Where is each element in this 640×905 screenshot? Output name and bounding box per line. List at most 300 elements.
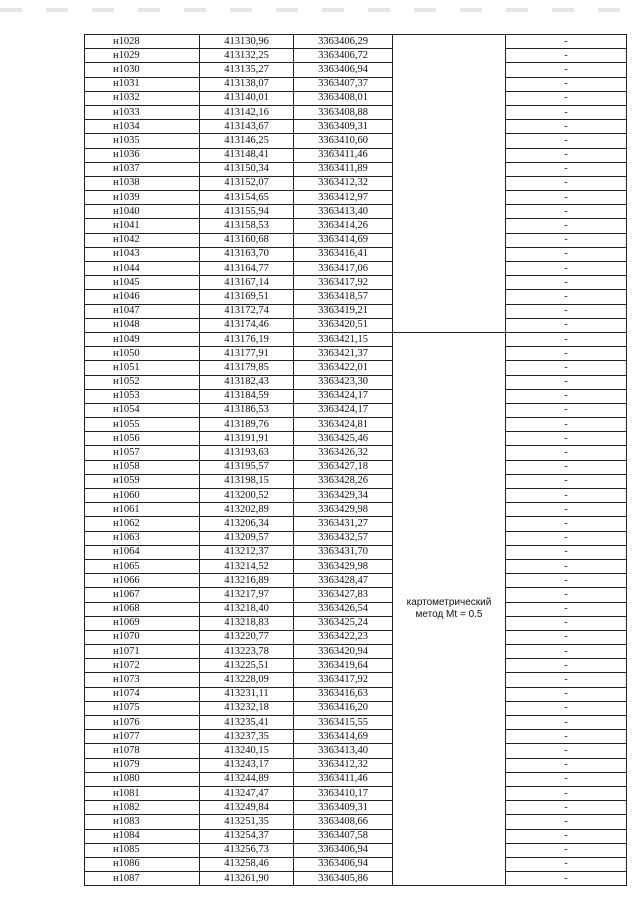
y-coordinate-cell: 3363427,18 xyxy=(294,460,393,474)
x-coordinate-cell: 413140,01 xyxy=(200,91,294,105)
x-coordinate-cell: 413148,41 xyxy=(200,148,294,162)
table-row xyxy=(85,162,627,176)
x-coordinate-cell: 413191,91 xyxy=(200,432,294,446)
point-name-cell: н1036 xyxy=(85,148,200,162)
y-coordinate-cell: 3363411,46 xyxy=(294,148,393,162)
mark-cell: - xyxy=(506,134,627,148)
point-name-cell: н1031 xyxy=(85,77,200,91)
y-coordinate-cell: 3363411,46 xyxy=(294,772,393,786)
table-row xyxy=(85,460,627,474)
table-row xyxy=(85,432,627,446)
point-name-cell: н1047 xyxy=(85,304,200,318)
y-coordinate-cell: 3363419,64 xyxy=(294,659,393,673)
point-name-cell: н1060 xyxy=(85,489,200,503)
x-coordinate-cell: 413184,59 xyxy=(200,389,294,403)
point-name-cell: н1070 xyxy=(85,630,200,644)
point-name-cell: н1029 xyxy=(85,49,200,63)
x-coordinate-cell: 413218,40 xyxy=(200,602,294,616)
mark-cell: - xyxy=(506,389,627,403)
table-row xyxy=(85,233,627,247)
mark-cell: - xyxy=(506,162,627,176)
x-coordinate-cell: 413223,78 xyxy=(200,645,294,659)
mark-cell: - xyxy=(506,35,627,49)
y-coordinate-cell: 3363417,92 xyxy=(294,673,393,687)
mark-cell: - xyxy=(506,63,627,77)
table-row xyxy=(85,843,627,857)
point-name-cell: н1049 xyxy=(85,332,200,346)
y-coordinate-cell: 3363431,70 xyxy=(294,545,393,559)
coordinates-table xyxy=(84,34,627,886)
coordinates-document xyxy=(84,34,608,886)
x-coordinate-cell: 413158,53 xyxy=(200,219,294,233)
x-coordinate-cell: 413216,89 xyxy=(200,574,294,588)
point-name-cell: н1058 xyxy=(85,460,200,474)
y-coordinate-cell: 3363409,31 xyxy=(294,801,393,815)
table-row xyxy=(85,531,627,545)
table-row xyxy=(85,602,627,616)
table-row xyxy=(85,389,627,403)
y-coordinate-cell: 3363420,94 xyxy=(294,645,393,659)
mark-cell: - xyxy=(506,503,627,517)
mark-cell: - xyxy=(506,801,627,815)
mark-cell: - xyxy=(506,347,627,361)
x-coordinate-cell: 413256,73 xyxy=(200,843,294,857)
mark-cell: - xyxy=(506,318,627,332)
method-cell xyxy=(393,332,506,885)
x-coordinate-cell: 413146,25 xyxy=(200,134,294,148)
x-coordinate-cell: 413258,46 xyxy=(200,857,294,871)
table-row xyxy=(85,191,627,205)
y-coordinate-cell: 3363420,51 xyxy=(294,318,393,332)
y-coordinate-cell: 3363412,32 xyxy=(294,758,393,772)
point-name-cell: н1080 xyxy=(85,772,200,786)
mark-cell: - xyxy=(506,545,627,559)
mark-cell: - xyxy=(506,460,627,474)
x-coordinate-cell: 413206,34 xyxy=(200,517,294,531)
mark-cell: - xyxy=(506,772,627,786)
x-coordinate-cell: 413231,11 xyxy=(200,687,294,701)
mark-cell: - xyxy=(506,247,627,261)
point-name-cell: н1087 xyxy=(85,872,200,886)
point-name-cell: н1061 xyxy=(85,503,200,517)
mark-cell: - xyxy=(506,588,627,602)
point-name-cell: н1038 xyxy=(85,176,200,190)
mark-cell: - xyxy=(506,432,627,446)
point-name-cell: н1054 xyxy=(85,403,200,417)
x-coordinate-cell: 413150,34 xyxy=(200,162,294,176)
point-name-cell: н1043 xyxy=(85,247,200,261)
mark-cell: - xyxy=(506,91,627,105)
x-coordinate-cell: 413163,70 xyxy=(200,247,294,261)
x-coordinate-cell: 413132,25 xyxy=(200,49,294,63)
mark-cell: - xyxy=(506,290,627,304)
point-name-cell: н1071 xyxy=(85,645,200,659)
x-coordinate-cell: 413152,07 xyxy=(200,176,294,190)
y-coordinate-cell: 3363425,46 xyxy=(294,432,393,446)
mark-cell: - xyxy=(506,616,627,630)
x-coordinate-cell: 413193,63 xyxy=(200,446,294,460)
point-name-cell: н1059 xyxy=(85,474,200,488)
mark-cell: - xyxy=(506,418,627,432)
point-name-cell: н1082 xyxy=(85,801,200,815)
y-coordinate-cell: 3363406,94 xyxy=(294,843,393,857)
x-coordinate-cell: 413176,19 xyxy=(200,332,294,346)
point-name-cell: н1067 xyxy=(85,588,200,602)
x-coordinate-cell: 413198,15 xyxy=(200,474,294,488)
table-row xyxy=(85,205,627,219)
y-coordinate-cell: 3363429,34 xyxy=(294,489,393,503)
table-row xyxy=(85,659,627,673)
x-coordinate-cell: 413179,85 xyxy=(200,361,294,375)
y-coordinate-cell: 3363406,94 xyxy=(294,857,393,871)
mark-cell: - xyxy=(506,361,627,375)
point-name-cell: н1056 xyxy=(85,432,200,446)
y-coordinate-cell: 3363416,63 xyxy=(294,687,393,701)
y-coordinate-cell: 3363432,57 xyxy=(294,531,393,545)
table-row xyxy=(85,49,627,63)
point-name-cell: н1062 xyxy=(85,517,200,531)
x-coordinate-cell: 413261,90 xyxy=(200,872,294,886)
table-row xyxy=(85,347,627,361)
table-row xyxy=(85,730,627,744)
x-coordinate-cell: 413228,09 xyxy=(200,673,294,687)
mark-cell: - xyxy=(506,176,627,190)
table-row xyxy=(85,134,627,148)
mark-cell: - xyxy=(506,645,627,659)
table-row xyxy=(85,290,627,304)
mark-cell: - xyxy=(506,758,627,772)
mark-cell: - xyxy=(506,843,627,857)
mark-cell: - xyxy=(506,730,627,744)
mark-cell: - xyxy=(506,49,627,63)
point-name-cell: н1063 xyxy=(85,531,200,545)
table-row xyxy=(85,332,627,346)
y-coordinate-cell: 3363406,72 xyxy=(294,49,393,63)
x-coordinate-cell: 413172,74 xyxy=(200,304,294,318)
y-coordinate-cell: 3363407,37 xyxy=(294,77,393,91)
point-name-cell: н1050 xyxy=(85,347,200,361)
point-name-cell: н1042 xyxy=(85,233,200,247)
point-name-cell: н1077 xyxy=(85,730,200,744)
table-row xyxy=(85,616,627,630)
y-coordinate-cell: 3363431,27 xyxy=(294,517,393,531)
mark-cell: - xyxy=(506,77,627,91)
y-coordinate-cell: 3363408,66 xyxy=(294,815,393,829)
point-name-cell: н1064 xyxy=(85,545,200,559)
y-coordinate-cell: 3363424,17 xyxy=(294,389,393,403)
x-coordinate-cell: 413202,89 xyxy=(200,503,294,517)
x-coordinate-cell: 413174,46 xyxy=(200,318,294,332)
x-coordinate-cell: 413182,43 xyxy=(200,375,294,389)
x-coordinate-cell: 413142,16 xyxy=(200,105,294,119)
y-coordinate-cell: 3363429,98 xyxy=(294,559,393,573)
table-row xyxy=(85,503,627,517)
y-coordinate-cell: 3363425,24 xyxy=(294,616,393,630)
point-name-cell: н1076 xyxy=(85,716,200,730)
method-line-1: картометрический xyxy=(406,597,492,609)
y-coordinate-cell: 3363413,40 xyxy=(294,744,393,758)
y-coordinate-cell: 3363428,47 xyxy=(294,574,393,588)
y-coordinate-cell: 3363416,41 xyxy=(294,247,393,261)
y-coordinate-cell: 3363422,23 xyxy=(294,630,393,644)
x-coordinate-cell: 413235,41 xyxy=(200,716,294,730)
x-coordinate-cell: 413200,52 xyxy=(200,489,294,503)
scan-artifact xyxy=(0,8,640,12)
point-name-cell: н1028 xyxy=(85,35,200,49)
table-row xyxy=(85,872,627,886)
point-name-cell: н1072 xyxy=(85,659,200,673)
y-coordinate-cell: 3363424,17 xyxy=(294,403,393,417)
table-row xyxy=(85,91,627,105)
table-row xyxy=(85,772,627,786)
x-coordinate-cell: 413212,37 xyxy=(200,545,294,559)
x-coordinate-cell: 413232,18 xyxy=(200,701,294,715)
x-coordinate-cell: 413237,35 xyxy=(200,730,294,744)
table-row xyxy=(85,474,627,488)
y-coordinate-cell: 3363416,20 xyxy=(294,701,393,715)
y-coordinate-cell: 3363424,81 xyxy=(294,418,393,432)
x-coordinate-cell: 413240,15 xyxy=(200,744,294,758)
x-coordinate-cell: 413189,76 xyxy=(200,418,294,432)
point-name-cell: н1048 xyxy=(85,318,200,332)
table-row xyxy=(85,262,627,276)
mark-cell: - xyxy=(506,673,627,687)
mark-cell: - xyxy=(506,276,627,290)
mark-cell: - xyxy=(506,701,627,715)
mark-cell: - xyxy=(506,857,627,871)
x-coordinate-cell: 413155,94 xyxy=(200,205,294,219)
table-row xyxy=(85,574,627,588)
table-row xyxy=(85,517,627,531)
mark-cell: - xyxy=(506,517,627,531)
y-coordinate-cell: 3363406,29 xyxy=(294,35,393,49)
y-coordinate-cell: 3363419,21 xyxy=(294,304,393,318)
x-coordinate-cell: 413167,14 xyxy=(200,276,294,290)
table-row xyxy=(85,588,627,602)
point-name-cell: н1081 xyxy=(85,786,200,800)
table-row xyxy=(85,35,627,49)
point-name-cell: н1030 xyxy=(85,63,200,77)
y-coordinate-cell: 3363412,32 xyxy=(294,176,393,190)
table-row xyxy=(85,687,627,701)
x-coordinate-cell: 413225,51 xyxy=(200,659,294,673)
table-row xyxy=(85,673,627,687)
y-coordinate-cell: 3363422,01 xyxy=(294,361,393,375)
y-coordinate-cell: 3363414,69 xyxy=(294,730,393,744)
table-row xyxy=(85,219,627,233)
x-coordinate-cell: 413249,84 xyxy=(200,801,294,815)
x-coordinate-cell: 413251,35 xyxy=(200,815,294,829)
table-row xyxy=(85,77,627,91)
mark-cell: - xyxy=(506,574,627,588)
y-coordinate-cell: 3363408,01 xyxy=(294,91,393,105)
mark-cell: - xyxy=(506,829,627,843)
y-coordinate-cell: 3363411,89 xyxy=(294,162,393,176)
mark-cell: - xyxy=(506,559,627,573)
mark-cell: - xyxy=(506,744,627,758)
point-name-cell: н1045 xyxy=(85,276,200,290)
x-coordinate-cell: 413244,89 xyxy=(200,772,294,786)
point-name-cell: н1033 xyxy=(85,105,200,119)
table-row xyxy=(85,630,627,644)
point-name-cell: н1032 xyxy=(85,91,200,105)
table-row xyxy=(85,645,627,659)
mark-cell: - xyxy=(506,262,627,276)
x-coordinate-cell: 413177,91 xyxy=(200,347,294,361)
x-coordinate-cell: 413186,53 xyxy=(200,403,294,417)
point-name-cell: н1074 xyxy=(85,687,200,701)
mark-cell: - xyxy=(506,148,627,162)
point-name-cell: н1051 xyxy=(85,361,200,375)
mark-cell: - xyxy=(506,602,627,616)
x-coordinate-cell: 413169,51 xyxy=(200,290,294,304)
table-row xyxy=(85,559,627,573)
mark-cell: - xyxy=(506,687,627,701)
y-coordinate-cell: 3363413,40 xyxy=(294,205,393,219)
x-coordinate-cell: 413218,83 xyxy=(200,616,294,630)
mark-cell: - xyxy=(506,474,627,488)
point-name-cell: н1084 xyxy=(85,829,200,843)
x-coordinate-cell: 413160,68 xyxy=(200,233,294,247)
table-row xyxy=(85,801,627,815)
table-row xyxy=(85,418,627,432)
table-row xyxy=(85,716,627,730)
y-coordinate-cell: 3363410,60 xyxy=(294,134,393,148)
table-row xyxy=(85,403,627,417)
y-coordinate-cell: 3363426,54 xyxy=(294,602,393,616)
table-row xyxy=(85,276,627,290)
table-row xyxy=(85,361,627,375)
mark-cell: - xyxy=(506,219,627,233)
y-coordinate-cell: 3363409,31 xyxy=(294,120,393,134)
point-name-cell: н1039 xyxy=(85,191,200,205)
mark-cell: - xyxy=(506,630,627,644)
y-coordinate-cell: 3363414,69 xyxy=(294,233,393,247)
mark-cell: - xyxy=(506,716,627,730)
mark-cell: - xyxy=(506,872,627,886)
x-coordinate-cell: 413247,47 xyxy=(200,786,294,800)
y-coordinate-cell: 3363417,92 xyxy=(294,276,393,290)
y-coordinate-cell: 3363415,55 xyxy=(294,716,393,730)
mark-cell: - xyxy=(506,205,627,219)
table-row xyxy=(85,375,627,389)
point-name-cell: н1034 xyxy=(85,120,200,134)
x-coordinate-cell: 413217,97 xyxy=(200,588,294,602)
x-coordinate-cell: 413130,96 xyxy=(200,35,294,49)
table-row xyxy=(85,857,627,871)
x-coordinate-cell: 413243,17 xyxy=(200,758,294,772)
mark-cell: - xyxy=(506,120,627,134)
y-coordinate-cell: 3363405,86 xyxy=(294,872,393,886)
y-coordinate-cell: 3363429,98 xyxy=(294,503,393,517)
point-name-cell: н1078 xyxy=(85,744,200,758)
point-name-cell: н1069 xyxy=(85,616,200,630)
table-row xyxy=(85,786,627,800)
mark-cell: - xyxy=(506,815,627,829)
y-coordinate-cell: 3363412,97 xyxy=(294,191,393,205)
coordinates-table-body xyxy=(85,35,627,886)
table-row xyxy=(85,446,627,460)
point-name-cell: н1044 xyxy=(85,262,200,276)
x-coordinate-cell: 413214,52 xyxy=(200,559,294,573)
point-name-cell: н1085 xyxy=(85,843,200,857)
mark-cell: - xyxy=(506,375,627,389)
table-row xyxy=(85,829,627,843)
mark-cell: - xyxy=(506,105,627,119)
x-coordinate-cell: 413164,77 xyxy=(200,262,294,276)
point-name-cell: н1065 xyxy=(85,559,200,573)
y-coordinate-cell: 3363423,30 xyxy=(294,375,393,389)
point-name-cell: н1083 xyxy=(85,815,200,829)
table-row xyxy=(85,758,627,772)
table-row xyxy=(85,247,627,261)
y-coordinate-cell: 3363427,83 xyxy=(294,588,393,602)
x-coordinate-cell: 413143,67 xyxy=(200,120,294,134)
point-name-cell: н1037 xyxy=(85,162,200,176)
mark-cell: - xyxy=(506,446,627,460)
y-coordinate-cell: 3363406,94 xyxy=(294,63,393,77)
table-row xyxy=(85,744,627,758)
point-name-cell: н1055 xyxy=(85,418,200,432)
x-coordinate-cell: 413135,27 xyxy=(200,63,294,77)
mark-cell: - xyxy=(506,489,627,503)
table-row xyxy=(85,148,627,162)
table-row xyxy=(85,176,627,190)
x-coordinate-cell: 413154,65 xyxy=(200,191,294,205)
mark-cell: - xyxy=(506,531,627,545)
mark-cell: - xyxy=(506,403,627,417)
point-name-cell: н1035 xyxy=(85,134,200,148)
point-name-cell: н1057 xyxy=(85,446,200,460)
table-row xyxy=(85,318,627,332)
y-coordinate-cell: 3363428,26 xyxy=(294,474,393,488)
mark-cell: - xyxy=(506,786,627,800)
mark-cell: - xyxy=(506,304,627,318)
x-coordinate-cell: 413195,57 xyxy=(200,460,294,474)
table-row xyxy=(85,815,627,829)
table-row xyxy=(85,105,627,119)
method-line-2: метод Mt = 0.5 xyxy=(415,609,483,621)
point-name-cell: н1040 xyxy=(85,205,200,219)
x-coordinate-cell: 413138,07 xyxy=(200,77,294,91)
point-name-cell: н1075 xyxy=(85,701,200,715)
table-row xyxy=(85,120,627,134)
point-name-cell: н1052 xyxy=(85,375,200,389)
point-name-cell: н1086 xyxy=(85,857,200,871)
table-row xyxy=(85,701,627,715)
y-coordinate-cell: 3363408,88 xyxy=(294,105,393,119)
y-coordinate-cell: 3363421,37 xyxy=(294,347,393,361)
point-name-cell: н1073 xyxy=(85,673,200,687)
point-name-cell: н1066 xyxy=(85,574,200,588)
x-coordinate-cell: 413220,77 xyxy=(200,630,294,644)
mark-cell: - xyxy=(506,659,627,673)
point-name-cell: н1053 xyxy=(85,389,200,403)
point-name-cell: н1041 xyxy=(85,219,200,233)
table-row xyxy=(85,63,627,77)
y-coordinate-cell: 3363421,15 xyxy=(294,332,393,346)
mark-cell: - xyxy=(506,332,627,346)
y-coordinate-cell: 3363414,26 xyxy=(294,219,393,233)
table-row xyxy=(85,489,627,503)
mark-cell: - xyxy=(506,233,627,247)
method-cell-empty xyxy=(393,35,506,333)
table-row xyxy=(85,545,627,559)
point-name-cell: н1068 xyxy=(85,602,200,616)
table-row xyxy=(85,304,627,318)
mark-cell: - xyxy=(506,191,627,205)
y-coordinate-cell: 3363407,58 xyxy=(294,829,393,843)
